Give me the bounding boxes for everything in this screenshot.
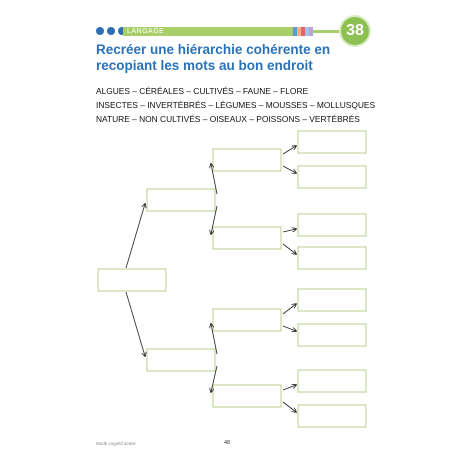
connector-arrow [283,229,296,232]
connector-arrow [283,304,296,314]
answer-box-level-2[interactable] [147,189,215,211]
answer-box-level-2[interactable] [147,349,215,371]
word-list-line: INSECTES – INVERTÉBRÉS – LÉGUMES – MOUSSES – MOLLUSQUES [96,100,376,110]
answer-box-level-4[interactable] [298,324,366,346]
connector-arrow [283,146,296,154]
word-list-line: ALGUES – CÉRÉALES – CULTIVÉS – FAUNE – FLORE [96,86,309,96]
answer-box-level-4[interactable] [298,405,366,427]
connector-arrow [283,402,296,412]
section-label: LANGAGE [123,27,293,36]
answer-box-level-3[interactable] [213,309,281,331]
word-list-line: NATURE – NON CULTIVÉS – OISEAUX – POISSONS – VERTÉBRÉS [96,114,360,124]
page-number: 48 [224,440,231,446]
connector-arrow [283,385,296,390]
answer-box-level-4[interactable] [298,214,366,236]
connector-arrow [283,244,296,254]
answer-box-level-4[interactable] [298,131,366,153]
connector-arrow [283,166,296,173]
exercise-title: Recréer une hiérarchie cohérente en recopiant les mots au bon endroit [96,42,331,73]
answer-box-level-4[interactable] [298,247,366,269]
answer-box-level-1[interactable] [98,269,166,291]
answer-box-level-3[interactable] [213,227,281,249]
answer-box-level-4[interactable] [298,166,366,188]
connector-arrow [126,292,145,356]
answer-box-level-4[interactable] [298,289,366,311]
connector-arrow [283,326,296,331]
answer-box-level-3[interactable] [213,385,281,407]
answer-box-level-3[interactable] [213,149,281,171]
answer-box-level-4[interactable] [298,370,366,392]
exercise-number-badge: 38 [341,17,369,45]
footer-caption: Mode cognitif active [96,441,136,446]
connector-arrow [126,204,145,268]
